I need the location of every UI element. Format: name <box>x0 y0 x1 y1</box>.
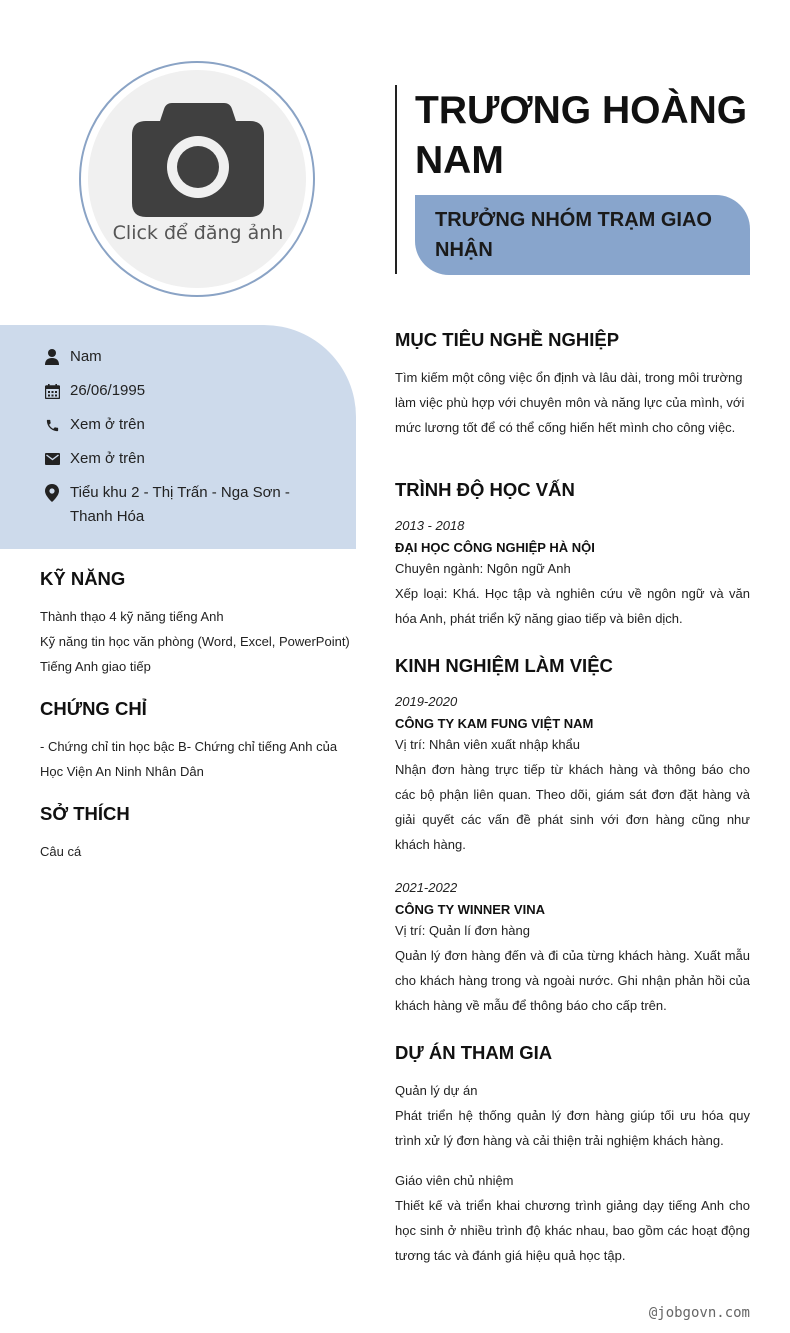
contact-gender <box>44 345 300 369</box>
watermark: @jobgovn.com <box>648 1305 750 1321</box>
email-text: Xem ở trên <box>70 450 145 467</box>
full-name <box>415 86 775 186</box>
experience-heading: KINH NGHIỆM LÀM VIỆC <box>395 655 613 676</box>
job-period: 2019-2020 <box>395 694 458 709</box>
contact-birthday <box>44 379 300 403</box>
job-company: CÔNG TY WINNER VINA <box>395 902 545 917</box>
hobbies-heading: SỞ THÍCH <box>40 803 130 824</box>
email-icon <box>44 447 60 471</box>
name-line-1: TRƯƠNG HOÀNG <box>415 89 748 132</box>
contact-email <box>44 447 300 471</box>
job-entry <box>395 880 750 1018</box>
avatar-caption[interactable]: Click để đăng ảnh <box>112 222 284 244</box>
project-entry <box>395 1168 750 1268</box>
education-entry <box>395 518 750 631</box>
objective-heading: MỤC TIÊU NGHỀ NGHIỆP <box>395 329 620 350</box>
objective-text: Tìm kiếm một công việc ổn định và lâu dài, trong môi trường làm việc phù hợp với chuyên môn và năng lực của mình, với mức lương tốt để có thể cống hiến hết mình cho công việc. <box>395 370 745 435</box>
certificates-heading: CHỨNG CHỈ <box>40 698 147 719</box>
education-school: ĐẠI HỌC CÔNG NGHIỆP HÀ NỘI <box>395 540 595 555</box>
project-name: Giáo viên chủ nhiệm <box>395 1173 514 1188</box>
location-pin-icon <box>44 481 60 505</box>
phone-text: Xem ở trên <box>70 416 145 433</box>
calendar-icon <box>44 379 60 403</box>
education-heading: TRÌNH ĐỘ HỌC VẤN <box>395 479 575 500</box>
job-description: Nhận đơn hàng trực tiếp từ khách hàng và thông báo cho các bộ phận liên quan. Theo dõi, giám sát đơn đặt hàng và giải quyết các vấn đề phát sinh với đơn hàng cũng như khách hàng. <box>395 762 750 852</box>
phone-icon <box>44 413 60 437</box>
job-position: Vị trí: Nhân viên xuất nhập khẩu <box>395 737 581 752</box>
project-description: Phát triển hệ thống quản lý đơn hàng giúp tối ưu hóa quy trình xử lý đơn hàng và cải thiện trải nghiệm khách hàng. <box>395 1108 750 1148</box>
hobbies-text: Câu cá <box>40 844 82 859</box>
job-period: 2021-2022 <box>395 880 458 895</box>
contact-address <box>44 481 300 529</box>
certificates-text: - Chứng chỉ tin học bậc B- Chứng chỉ tiếng Anh của Học Viện An Ninh Nhân Dân <box>40 739 338 779</box>
person-icon <box>44 345 60 369</box>
job-company: CÔNG TY KAM FUNG VIỆT NAM <box>395 716 594 731</box>
project-name: Quản lý dự án <box>395 1083 478 1098</box>
skill-item: Kỹ năng tin học văn phòng (Word, Excel, PowerPoint) <box>40 634 350 649</box>
job-position: Vị trí: Quản lí đơn hàng <box>395 923 530 938</box>
skill-item: Thành thạo 4 kỹ năng tiếng Anh <box>40 609 224 624</box>
job-entry <box>395 694 750 857</box>
skill-item: Tiếng Anh giao tiếp <box>40 659 151 674</box>
projects-heading: DỰ ÁN THAM GIA <box>395 1042 553 1063</box>
project-description: Thiết kế và triển khai chương trình giảng dạy tiếng Anh cho học sinh ở nhiều trình độ khác nhau, bao gồm các hoạt động tương tác và đánh giá hiệu quả học tập. <box>395 1198 750 1263</box>
project-entry <box>395 1078 750 1153</box>
contact-phone <box>44 413 300 437</box>
education-major: Chuyên ngành: Ngôn ngữ Anh <box>395 561 571 576</box>
name-accent-bar <box>395 85 397 274</box>
name-line-2: NAM <box>415 139 504 182</box>
education-period: 2013 - 2018 <box>395 518 465 533</box>
camera-icon[interactable] <box>132 103 264 217</box>
skills-heading: KỸ NĂNG <box>40 568 126 589</box>
job-title: TRƯỞNG NHÓM TRẠM GIAO NHẬN <box>435 209 712 261</box>
education-description: Xếp loại: Khá. Học tập và nghiên cứu về ngôn ngữ và văn hóa Anh, phát triển kỹ năng giao tiếp và biên dịch. <box>395 586 750 626</box>
skills-list <box>40 604 356 679</box>
address-text: Tiểu khu 2 - Thị Trấn - Nga Sơn - Thanh Hóa <box>70 484 290 525</box>
gender-text: Nam <box>70 348 102 365</box>
birthday-text: 26/06/1995 <box>70 382 146 399</box>
job-description: Quản lý đơn hàng đến và đi của từng khách hàng. Xuất mẫu cho khách hàng trong và ngoài nước. Ghi nhận phản hồi của khách hàng về mẫu để thông báo cho cấp trên. <box>395 948 750 1013</box>
